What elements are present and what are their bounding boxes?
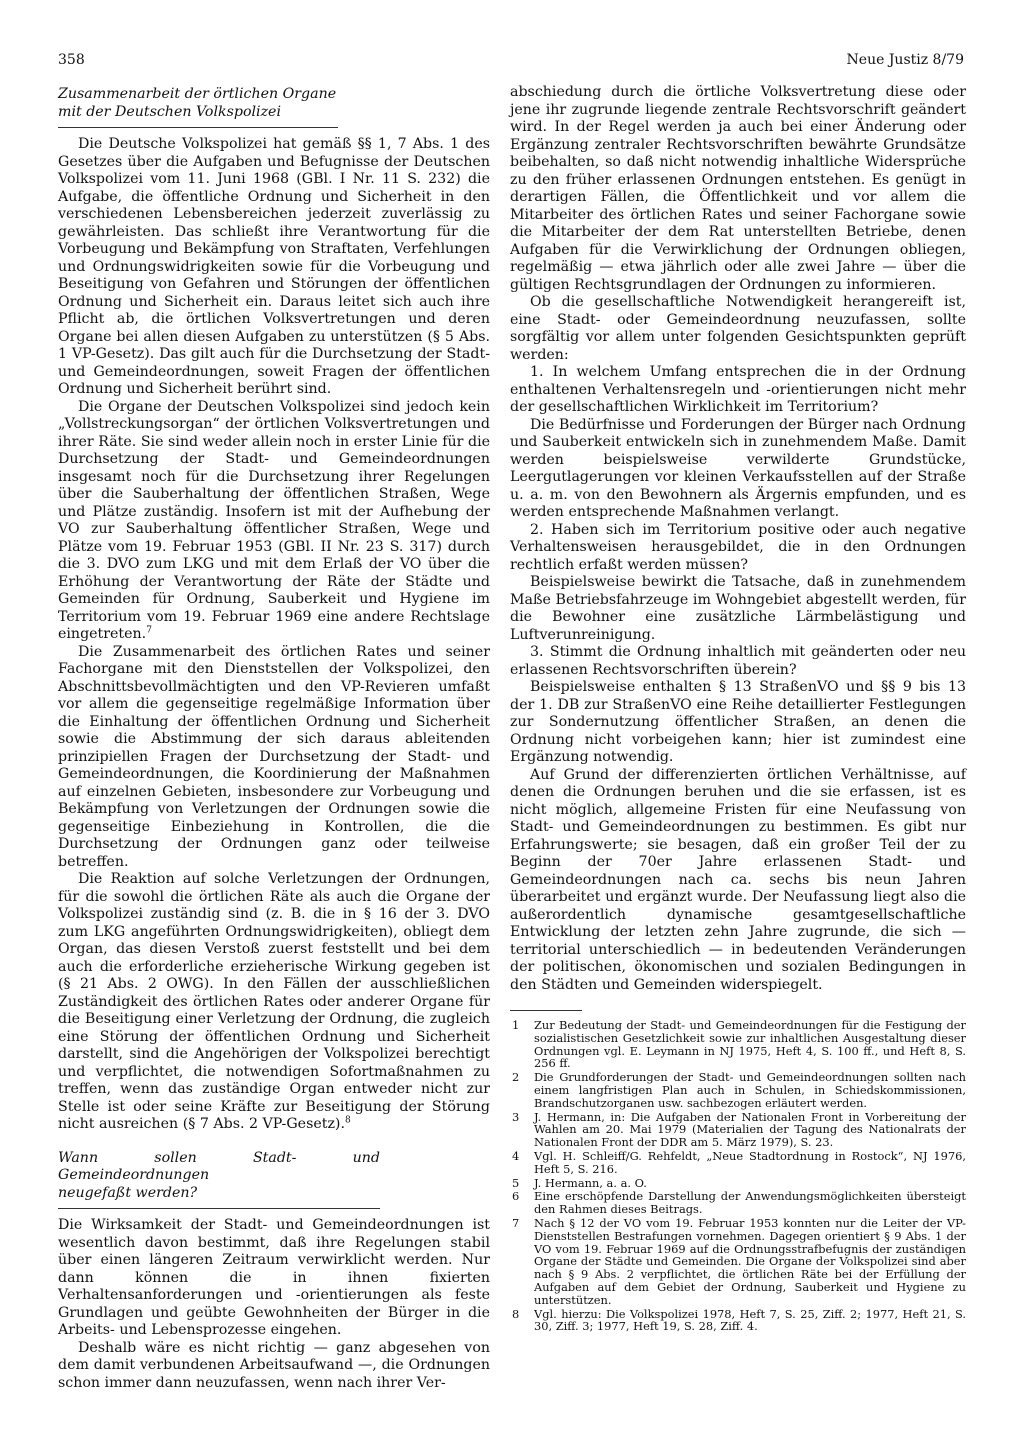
body-paragraph: abschiedung durch die örtliche Volksvertretung diese oder jene ihr zugrunde liegende zentrale Rechtsvorschrift geändert wird. In der Regel werden ja auch bei einer Änderung oder Ergänzung zentraler Rechtsvorschriften bewährte Grundsätze beibehalten, so daß nicht notwendig inhaltliche Widersprüche zu den früher erlassenen Ordnungen entstehen. Es genügt in derartigen Fällen, die Öffentlichkeit und vor allem die Mitarbeiter des örtlichen Rates und seiner Fachorgane sowie die Mitarbeiter der dem Rat unterstellten Betriebe, denen Aufgaben für die Verwirklichung der Ordnungen obliegen, regelmäßig — etwa jährlich oder alle zwei Jahre — über die gültigen Rechtsgrundlagen der Ordnungen zu informieren.: [510, 84, 966, 293]
heading-line: Wann sollen Stadt- und Gemeindeordnungen: [58, 1149, 380, 1183]
heading-line: mit der Deutschen Volkspolizei: [58, 103, 281, 120]
footnotes: [510, 1019, 966, 1333]
body-paragraph: Die Zusammenarbeit des örtlichen Rates und seiner Fachorgane mit den Dienststellen der Volkspolizei, den Abschnittsbevollmächtigten und den VP-Revieren umfaßt vor allem die gegenseitige regelmäßige Information über die Einhaltung der öffentlichen Ordnung und Sicherheit sowie die Abstimmung der sich daraus ableitenden prinzipiellen Fragen der Durchsetzung der Stadt- und Gemeindeordnungen, die Koordinierung der Maßnahmen auf einzelnen Gebieten, insbesondere zur Vorbeugung und Bekämpfung von Verletzungen der Ordnungen sowie die gegenseitige Einbeziehung in Kontrollen, die die Durchsetzung der Ordnungen ganz oder teilweise betreffen.: [58, 643, 490, 870]
body-paragraph: Die Reaktion auf solche Verletzungen der Ordnungen, für die sowohl die örtlichen Räte als auch die Organe der Volkspolizei zuständig sind (z. B. die in § 16 der 3. DVO zum LKG angeführten Ordnungswidrigkeiten), obliegt dem Organ, das diesen Verstoß zuerst feststellt und bei dem auch die erforderliche erzieherische Wirkung gegeben ist (§ 21 Abs. 2 OWG). In den Fällen der ausschließlichen Zuständigkeit des örtlichen Rates oder anderer Organe für die Beseitigung einer Verletzung der Ordnung, die zugleich eine Störung der öffentlichen Ordnung und Sicherheit darstellt, sind die Angehörigen der Volkspolizei berechtigt und verpflichtet, die notwendigen Sofortmaßnahmen zu treffen, wenn das zuständige Organ entweder nicht zur Stelle ist oder seine Kräfte zur Beseitigung der Störung nicht ausreichen (§ 7 Abs. 2 VP-Gesetz).$^8$: [58, 871, 490, 1132]
footnote: 7 Nach § 12 der VO vom 19. Februar 1953 konnten nur die Leiter der VP-Dienststellen Bestrafungen vornehmen. Dagegen orientiert § 9 Abs. 1 der VO vom 19. Februar 1969 auf die Ordnungsstrafbefugnis der zuständigen Organe der Städte und Gemeinden. Die Organe der Volkspolizei sind aber nach § 9 Abs. 2 verpflichtet, die örtlichen Räte bei der Erfüllung der Aufgaben auf dem Gebiet der Ordnung, Sauberkeit und Hygiene zu unterstützen.: [512, 1215, 966, 1307]
section-heading-revision: [58, 1148, 380, 1210]
body-paragraph: Die Deutsche Volkspolizei hat gemäß §§ 1, 7 Abs. 1 des Gesetzes über die Aufgaben und Befugnisse der Deutschen Volkspolizei vom 11. Juni 1968 (GBl. I Nr. 11 S. 232) die Aufgabe, die öffentliche Ordnung und Sicherheit in den verschiedenen Lebensbereichen jederzeit zuverlässig zu gewährleisten. Das schließt ihre Verantwortung für die Vorbeugung und Bekämpfung von Straftaten, Verfehlungen und Ordnungswidrigkeiten sowie für die Vorbeugung und Beseitigung von Gefahren und Störungen der öffentlichen Ordnung und Sicherheit ein. Daraus leitet sich auch ihre Pflicht ab, die örtlichen Volksvertretungen und deren Organe bei allen diesen Aufgaben zu unterstützen (§ 5 Abs. 1 VP-Gesetz). Das gilt auch für die Durchsetzung der Stadt- und Gemeindeordnungen, soweit Fragen der öffentlichen Ordnung und Sicherheit berührt sind.: [58, 136, 490, 397]
question-paragraph: 2. Haben sich im Territorium positive oder auch negative Verhaltensweisen herausgebildet, die in den Ordnungen rechtlich erfaßt werden müssen?: [510, 521, 966, 573]
footnote: 1 Zur Bedeutung der Stadt- und Gemeindeordnungen für die Festigung der sozialistischen Gesetzlichkeit sowie zur inhaltlichen Ausgestaltung dieser Ordnungen vgl. E. Leymann in NJ 1975, Heft 4, S. 100 ff., und Heft 8, S. 256 ff.: [512, 1018, 966, 1071]
footnote-ref: 7: [146, 625, 152, 636]
body-paragraph: Beispielsweise bewirkt die Tatsache, daß in zunehmendem Maße Betriebsfahrzeuge im Wohngebiet abgestellt werden, für die Bewohner eine zusätzliche Lärmbelästigung und Luftverunreinigung.: [510, 574, 966, 643]
heading-line: Zusammenarbeit der örtlichen Organe: [58, 86, 337, 102]
footnote-divider: [510, 1010, 582, 1011]
question-paragraph: 3. Stimmt die Ordnung inhaltlich mit geänderten oder neu erlassenen Rechtsvorschriften überein?: [510, 644, 966, 678]
body-paragraph: Beispielsweise enthalten § 13 StraßenVO und §§ 9 bis 13 der 1. DB zur StraßenVO eine Reihe detaillierter Festlegungen zur Sondernutzung öffentlicher Straßen, an denen die Ordnung nicht vorbeigehen kann; hier ist zumindest eine Ergänzung notwendig.: [510, 679, 966, 765]
footnote: 5 J. Hermann, a. a. O.: [512, 1175, 647, 1190]
page-header: [58, 52, 964, 76]
left-column: [58, 84, 490, 1392]
body-paragraph: Ob die gesellschaftliche Notwendigkeit herangereift ist, eine Stadt- oder Gemeindeordnung neuzufassen, sollte sorgfältig vor allem unter folgenden Gesichtspunkten geprüft werden:: [510, 294, 966, 363]
footnote: 4 Vgl. H. Schleiff/G. Rehfeldt, „Neue Stadtordnung in Rostock“, NJ 1976, Heft 5, S. 216.: [512, 1148, 966, 1176]
body-paragraph: Deshalb wäre es nicht richtig — ganz abgesehen von dem damit verbundenen Arbeitsaufwand —, die Ordnungen schon immer dann neuzufassen, wenn nach ihrer Ver-: [58, 1339, 490, 1391]
footnote: 2 Die Grundforderungen der Stadt- und Gemeindeordnungen sollten nach einem langfristigen Plan auch in Schulen, in Schiedskommissionen, Brandschutzorganen usw. sachbezogen erläutert werden.: [512, 1070, 966, 1110]
page-number: 358: [58, 52, 85, 68]
question-paragraph: 1. In welchem Umfang entsprechen die in der Ordnung enthaltenen Verhaltensregeln und -orientierungen nicht mehr der gesellschaftlichen Wirklichkeit im Territorium?: [510, 364, 966, 415]
footnote: 3 J. Hermann, in: Die Aufgaben der Nationalen Front in Vorbereitung der Wahlen am 20. Mai 1979 (Materialien der Tagung des Nationalrats der Nationalen Front der DDR am 5. März 1979), S. 23.: [512, 1109, 966, 1150]
footnote-ref: 8: [344, 1115, 351, 1126]
body-paragraph: Auf Grund der differenzierten örtlichen Verhältnisse, auf denen die Ordnungen beruhen und die sie erfassen, ist es nicht möglich, allgemeine Fristen für eine Neufassung von Stadt- und Gemeindeordnungen zu bestimmen. Es gibt nur Erfahrungswerte; sie besagen, daß ein großer Teil der zu Beginn der 70er Jahre erlassenen Stadt- und Gemeindeordnungen nach ca. sechs bis neun Jahren überarbeitet und ergänzt wurde. Der Neufassung liegt also die außerordentlich dynamische gesamtgesellschaftliche Entwicklung der letzten zehn Jahre zugrunde, die sich — territorial unterschiedlich — in bedeutenden Veränderungen der politischen, ökonomischen und sozialen Bedingungen in den Städten und Gemeinden widerspiegelt.: [510, 766, 966, 993]
journal-issue: Neue Justiz 8/79: [846, 52, 964, 68]
body-paragraph: Die Wirksamkeit der Stadt- und Gemeindeordnungen ist wesentlich davon bestimmt, daß ihre Regelungen stabil über einen längeren Zeitraum verwirklicht werden. Nur dann können die in ihnen fixierten Verhaltensanforderungen und -orientierungen als feste Grundlagen und geübte Gewohnheiten der Bürger in die Arbeits- und Lebensprozesse eingehen.: [58, 1217, 490, 1338]
footnote: 8 Vgl. hierzu: Die Volkspolizei 1978, Heft 7, S. 25, Ziff. 2; 1977, Heft 21, S. 30, Ziff. 3; 1977, Heft 19, S. 28, Ziff. 4.: [512, 1306, 966, 1334]
right-column: [510, 84, 966, 1334]
body-paragraph: Die Organe der Deutschen Volkspolizei sind jedoch kein „Vollstreckungsorgan“ der örtlichen Volksvertretungen und ihrer Räte. Sie sind weder allein noch in erster Linie für die Durchsetzung der Stadt- und Gemeindeordnungen insgesamt noch für die Durchsetzung ihrer Regelungen über die Sauberhaltung der öffentlichen Straßen, Wege und Plätze zuständig. Insofern ist mit der Aufhebung der VO zur Sauberhaltung öffentlicher Straßen, Wege und Plätze vom 19. Februar 1953 (GBl. II Nr. 23 S. 317) durch die 3. DVO zum LKG und mit dem Erlaß der VO über die Erhöhung der Verantwortung der Räte der Städte und Gemeinden für Ordnung, Sauberkeit und Hygiene im Territorium vom 19. Februar 1969 eine andere Rechtslage eingetreten.$^7$: [58, 398, 490, 642]
heading-line: neugefaßt werden?: [58, 1184, 198, 1201]
body-paragraph: Die Bedürfnisse und Forderungen der Bürger nach Ordnung und Sauberkeit entwickeln sich in zunehmendem Maße. Damit werden beispielsweise verwilderte Grundstücke, Leergutlagerungen vor kleinen Verkaufsstellen auf der Straße u. a. m. von den Bewohnern als Ärgernis empfunden, und es werden entsprechende Maßnahmen verlangt.: [510, 416, 967, 520]
footnote: 6 Eine erschöpfende Darstellung der Anwendungsmöglichkeiten übersteigt den Rahmen dieses Beitrags.: [512, 1189, 966, 1217]
section-heading-cooperation: [58, 84, 338, 128]
